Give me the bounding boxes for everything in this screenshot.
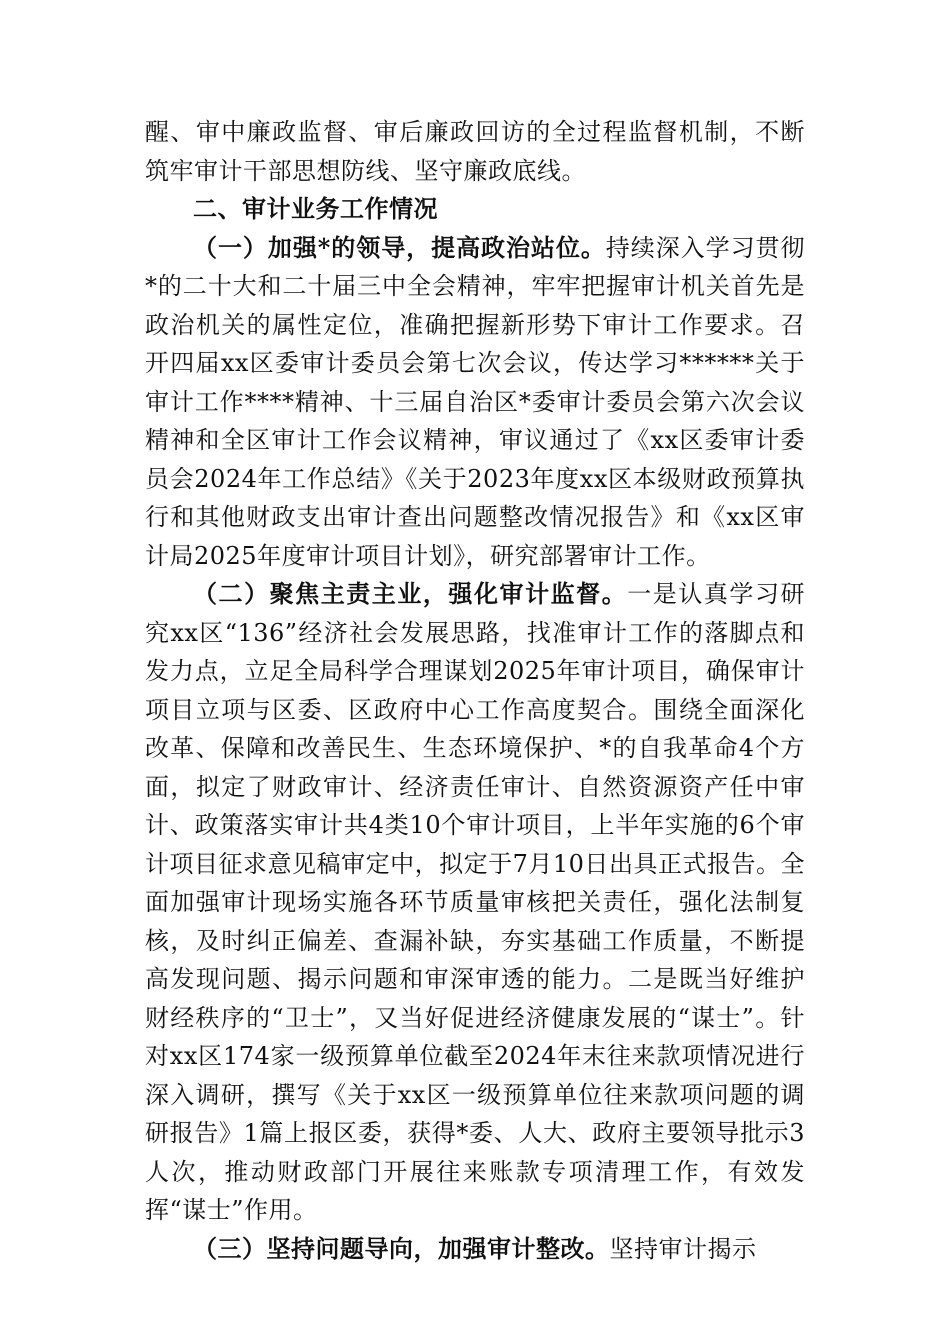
section-heading: 二、审计业务工作情况 [193, 195, 438, 223]
paragraph-text: 醒、审中廉政监督、审后廉政回访的全过程监督机制，不断筑牢审计干部思想防线、坚守廉政底线。 [145, 118, 805, 185]
paragraph-3 [145, 1230, 805, 1269]
paragraph-lead: （一）加强*的领导，提高政治站位。 [193, 232, 606, 262]
document-body [145, 113, 805, 1268]
continuation-paragraph [145, 113, 805, 190]
paragraph-2 [145, 575, 805, 1230]
paragraph-text: 持续深入学习贯彻*的二十大和二十届三中全会精神，牢牢把握审计机关首先是政治机关的属性定位，准确把握新形势下审计工作要求。召开四届xx区委审计委员会第七次会议，传达学习******关于审计工作****精神、十三届自治区*委审计委员会第六次会议精神和全区审计工作会议精神，审议通过了《xx区委审计委员会2024年工作总结》《关于2023年度xx区本级财政预算执行和其他财政支出审计查出问题整改情况报告》和《xx区审计局2025年度审计项目计划》，研究部署审计工作。 [145, 233, 805, 570]
paragraph-lead: （三）坚持问题导向，加强审计整改。 [193, 1233, 610, 1263]
paragraph-lead: （二）聚焦主责主业，强化审计监督。 [193, 579, 628, 608]
paragraph-text: 坚持审计揭示 [609, 1234, 757, 1263]
paragraph-text: 一是认真学习研究xx区“136”经济社会发展思路，找准审计工作的落脚点和发力点，立足全局科学合理谋划2025年审计项目，确保审计项目立项与区委、区政府中心工作高度契合。围绕全面深化改革、保障和改善民生、生态环境保护、*的自我革命4个方面，拟定了财政审计、经济责任审计、自然资源资产任中审计、政策落实审计共4类10个审计项目，上半年实施的6个审计项目征求意见稿审定中，拟定于7月10日出具正式报告。全面加强审计现场实施各环节质量审核把关责任，强化法制复核，及时纠正偏差、查漏补缺，夯实基础工作质量，不断提高发现问题、揭示问题和审深审透的能力。二是既当好维护财经秩序的“卫士”，又当好促进经济健康发展的“谋士”。针对xx区174家一级预算单位截至2024年末往来款项情况进行深入调研，撰写《关于xx区一级预算单位往来款项问题的调研报告》1篇上报区委，获得*委、人大、政府主要领导批示3人次，推动财政部门开展往来账款专项清理工作，有效发挥“谋士”作用。 [145, 580, 806, 1224]
paragraph-1 [145, 229, 805, 576]
